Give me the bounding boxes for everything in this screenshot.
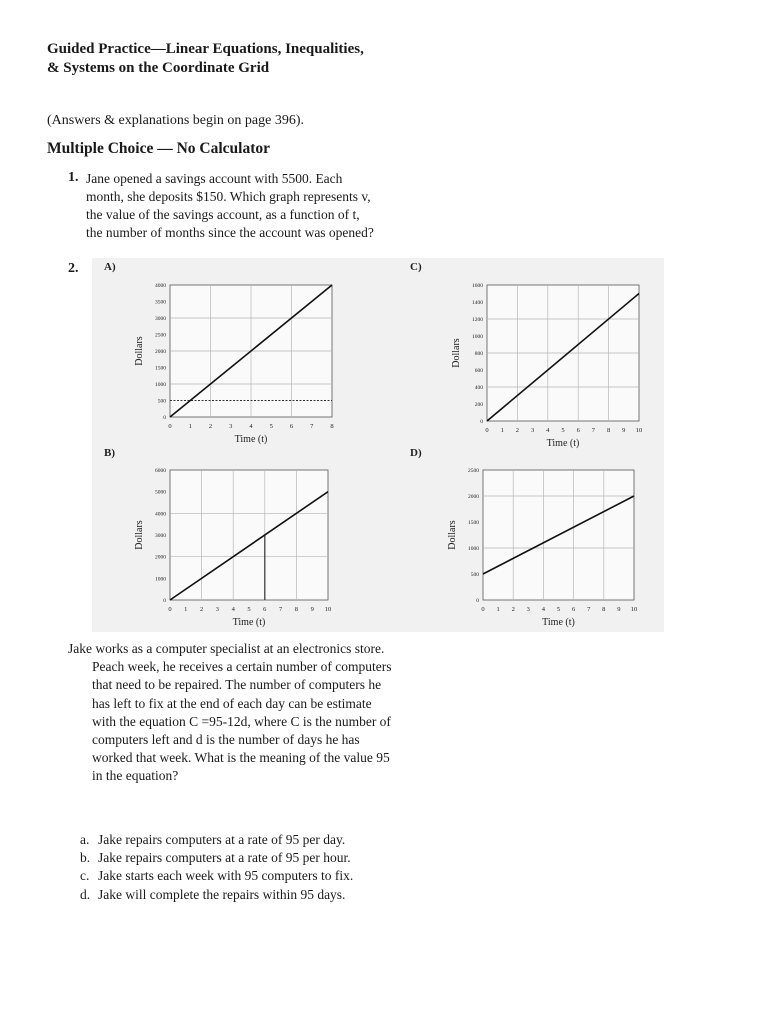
graph-b-xtick: 7: [278, 606, 283, 613]
answer-graphs-figure: [92, 258, 664, 632]
graph-c-xtick: 3: [530, 427, 535, 434]
graph-d-ytick: 2000: [468, 494, 479, 500]
graph-d-ytick: 1000: [468, 546, 479, 552]
graph-c-xtick: 6: [576, 427, 580, 434]
graph-b-ylabel: Dollars: [134, 520, 145, 550]
graph-a-ytick: 4000: [155, 283, 166, 289]
graph-b-ytick: 5000: [155, 489, 166, 496]
graph-a-xtick: 1: [188, 423, 192, 430]
choice-b-letter: b.: [80, 850, 91, 866]
question-1-text: Jane opened a savings account with 5500. Each month, she deposits $150. Which graph represents v, the value of the savings account, as a function of t, the number of months since the account was opened?: [86, 171, 374, 240]
graph-c-ytick: 800: [474, 351, 483, 357]
graph-d-xlabel: Time (t): [542, 617, 575, 628]
graph-a-xtick: 6: [289, 423, 294, 430]
graph-d-xtick: 6: [571, 606, 576, 613]
graph-c-xtick: 9: [622, 427, 626, 434]
graph-c-xlabel: Time (t): [546, 438, 580, 449]
graph-a-ytick: 0: [163, 415, 166, 421]
graph-b-ytick: 1000: [155, 576, 166, 583]
graph-c-ytick: 200: [474, 402, 483, 408]
graph-b-xtick: 10: [324, 606, 332, 613]
graph-c-ylabel: Dollars: [451, 338, 462, 368]
graph-b-xtick: 1: [184, 606, 188, 613]
graph-c-label: C): [410, 261, 422, 273]
graph-b-ytick: 4000: [155, 511, 166, 518]
graph-a-xtick: 7: [310, 423, 314, 430]
graph-a-ytick: 1000: [155, 382, 166, 388]
graph-d-xtick: 4: [541, 606, 546, 613]
graph-c-ytick: 0: [480, 419, 483, 425]
graph-b-xtick: 4: [231, 606, 235, 613]
graph-a-xtick: 5: [269, 423, 273, 430]
graph-c-xtick: 8: [606, 427, 611, 434]
choice-a[interactable]: [80, 831, 380, 849]
choice-b[interactable]: [80, 849, 380, 867]
choice-c-text: Jake starts each week with 95 computers to fix.: [98, 868, 354, 884]
graph-b-xtick: 3: [215, 606, 220, 613]
graphs-svg: [92, 258, 664, 632]
graph-a-xtick: 8: [330, 423, 334, 430]
graph-c-xtick: 1: [500, 427, 504, 434]
graph-a-xtick: 3: [229, 423, 233, 430]
graph-b-xtick: 6: [263, 606, 267, 613]
graph-b-xtick: 0: [168, 606, 172, 613]
graph-b-label: B): [104, 447, 115, 459]
graph-d-label: D): [410, 447, 422, 459]
graph-b-xtick: 2: [199, 606, 204, 613]
choice-a-letter: a.: [80, 832, 90, 847]
graph-b-ytick: 3000: [155, 533, 166, 539]
graph-a-xtick: 0: [168, 423, 172, 430]
choice-b-text: Jake repairs computers at a rate of 95 per hour.: [98, 850, 351, 866]
graph-d-xtick: 10: [630, 606, 638, 613]
graph-d-xtick: 8: [602, 606, 606, 613]
graph-c-xtick: 5: [561, 427, 565, 434]
graph-d-ytick: 500: [470, 572, 479, 578]
section-heading: Multiple Choice — No Calculator: [47, 140, 271, 157]
graph-b-ytick: 6000: [155, 468, 166, 474]
graph-b-xlabel: Time (t): [232, 617, 266, 628]
graph-d-ytick: 0: [476, 598, 479, 604]
graph-c-ytick: 400: [474, 385, 483, 391]
graph-a-xtick: 2: [208, 423, 213, 430]
graph-d-xtick: 9: [617, 606, 621, 613]
question-2-number: 2.: [68, 261, 79, 276]
graph-a-ytick: 500: [157, 398, 166, 405]
choice-d-text: Jake will complete the repairs within 95 days.: [98, 886, 346, 902]
graph-b-xtick: 9: [310, 606, 314, 613]
graph-b-ytick: 2000: [155, 554, 166, 561]
graph-d-ytick: 2500: [468, 468, 479, 474]
choice-c[interactable]: [80, 867, 380, 885]
graph-c-xtick: 7: [591, 427, 596, 434]
graph-d-xtick: 5: [556, 606, 561, 613]
question-1-number: 1.: [68, 170, 79, 185]
graph-b-frame: [170, 470, 328, 600]
graph-a-ytick: 3000: [155, 316, 166, 322]
graph-a-xtick: 4: [249, 423, 253, 430]
graph-d-xtick: 0: [481, 606, 485, 613]
graph-a-ytick: 1500: [155, 365, 166, 372]
page-title: Guided Practice—Linear Equations, Inequalities, & Systems on the Coordinate Grid: [47, 41, 364, 76]
graph-a-label: A): [104, 261, 116, 273]
graph-d-ytick: 1500: [468, 520, 479, 526]
graph-b-ytick: 0: [163, 598, 166, 604]
graph-d-ylabel: Dollars: [447, 520, 458, 550]
graph-c-ytick: 1000: [472, 334, 483, 340]
graph-c-xtick: 10: [635, 427, 643, 434]
graph-c-xtick: 2: [515, 427, 520, 434]
graph-a-xlabel: Time (t): [234, 434, 268, 445]
choice-d-letter: d.: [80, 886, 91, 902]
graph-c-xtick: 4: [546, 427, 550, 434]
question-3-text: Jake works as a computer specialist at an electronics store. Peach week, he receives a certain number of computers that need to be repaired. The number of computers he has left to fix at the end of each day can be estimate with the equation C =95-12d, where C is the number of computers left and d is the number of days he has worked that week. What is the meaning of the value 95 in the equation?: [68, 641, 392, 784]
graph-d-xtick: 2: [511, 606, 515, 613]
graph-b-xtick: 5: [247, 606, 251, 613]
choice-c-letter: c.: [80, 868, 90, 884]
answer-choices: [80, 831, 380, 904]
choice-a-text: Jake repairs computers at a rate of 95 per day.: [98, 832, 346, 847]
graph-a-ytick: 2000: [155, 349, 166, 355]
choice-d[interactable]: [80, 886, 380, 904]
graph-b-xtick: 8: [294, 606, 299, 613]
graph-c-ytick: 600: [474, 368, 483, 374]
graph-c-ytick: 1600: [472, 283, 483, 289]
graph-a-ytick: 2500: [155, 332, 166, 339]
graph-d-xtick: 3: [526, 606, 530, 613]
answers-note: (Answers & explanations begin on page 396).: [47, 113, 304, 128]
graph-c-ytick: 1200: [472, 317, 483, 323]
graph-a-ylabel: Dollars: [134, 336, 145, 366]
graph-d-xtick: 7: [587, 606, 591, 613]
graph-c-ytick: 1400: [472, 300, 483, 306]
graph-d-xtick: 1: [496, 606, 500, 613]
graph-a-ytick: 3500: [155, 299, 166, 306]
graph-c-xtick: 0: [485, 427, 489, 434]
